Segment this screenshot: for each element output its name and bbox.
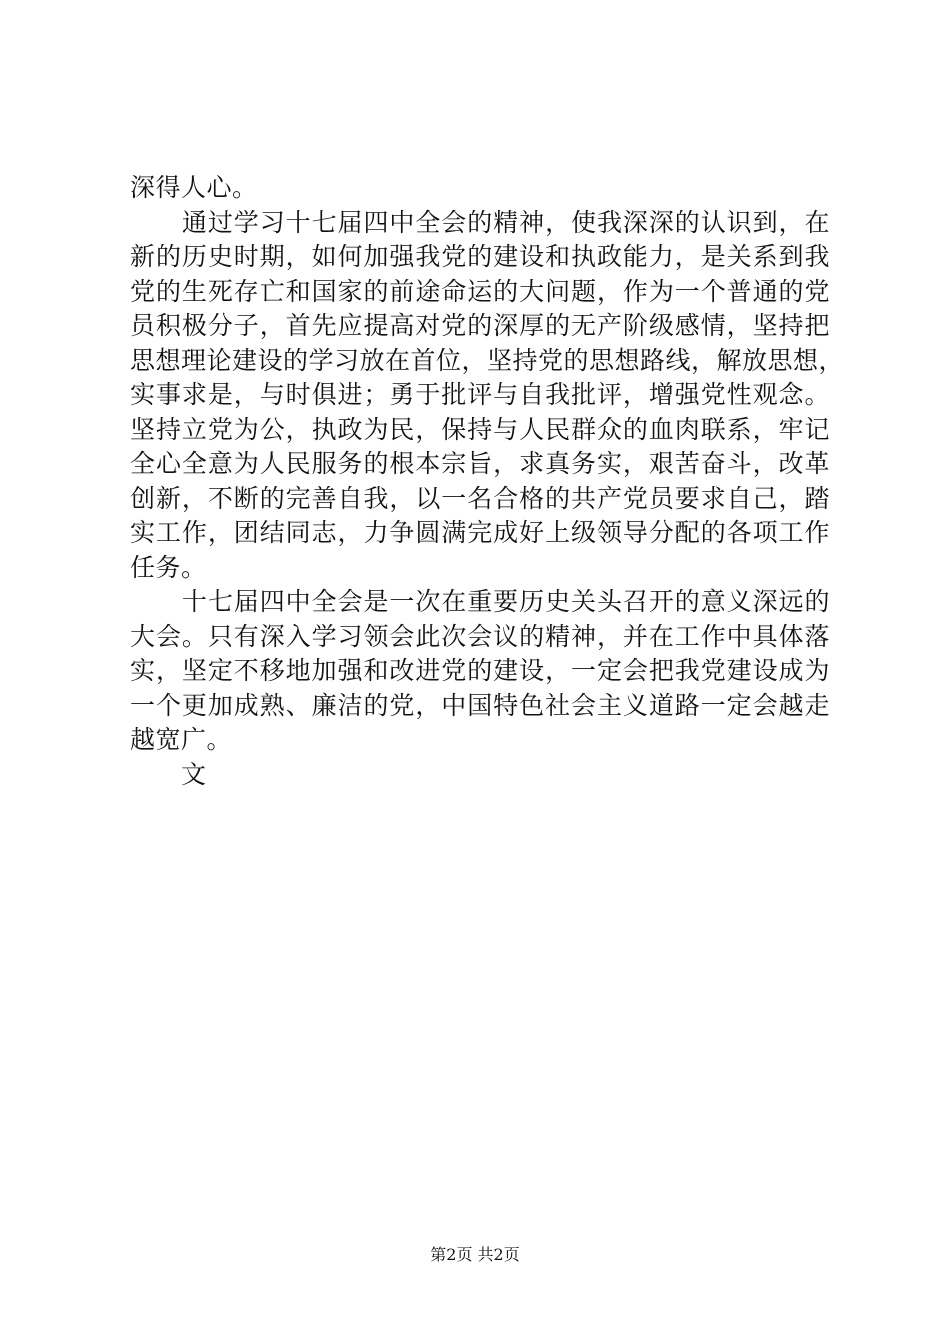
body-line: 新的历史时期，如何加强我党的建设和执政能力，是关系到我 (130, 242, 830, 271)
body-line: 实，坚定不移地加强和改进党的建设，一定会把我党建设成为 (130, 656, 830, 685)
body-line: 任务。 (130, 553, 207, 582)
body-line: 员积极分子，首先应提高对党的深厚的无产阶级感情，坚持把 (130, 311, 830, 340)
body-line: 一个更加成熟、廉洁的党，中国特色社会主义道路一定会越走 (130, 691, 830, 720)
body-line: 越宽广。 (130, 725, 233, 754)
body-line: 深得人心。 (130, 173, 258, 202)
body-line: 创新，不断的完善自我，以一名合格的共产党员要求自己，踏 (130, 484, 830, 513)
body-line: 十七届四中全会是一次在重要历史关头召开的意义深远的 (130, 587, 830, 616)
body-line: 实事求是，与时俱进；勇于批评与自我批评，增强党性观念。 (130, 380, 830, 409)
body-line: 文 (130, 760, 207, 789)
page-footer: 第2页 共2页 (430, 1245, 520, 1264)
body-line: 实工作，团结同志，力争圆满完成好上级领导分配的各项工作 (130, 518, 830, 547)
body-line: 思想理论建设的学习放在首位，坚持党的思想路线，解放思想， (130, 346, 845, 375)
body-line: 坚持立党为公，执政为民，保持与人民群众的血肉联系，牢记 (130, 415, 830, 444)
body-line: 全心全意为人民服务的根本宗旨，求真务实，艰苦奋斗，改革 (130, 449, 830, 478)
body-line: 通过学习十七届四中全会的精神，使我深深的认识到，在 (130, 208, 830, 237)
body-line: 大会。只有深入学习领会此次会议的精神，并在工作中具体落 (130, 622, 830, 651)
body-line: 党的生死存亡和国家的前途命运的大问题，作为一个普通的党 (130, 277, 830, 306)
